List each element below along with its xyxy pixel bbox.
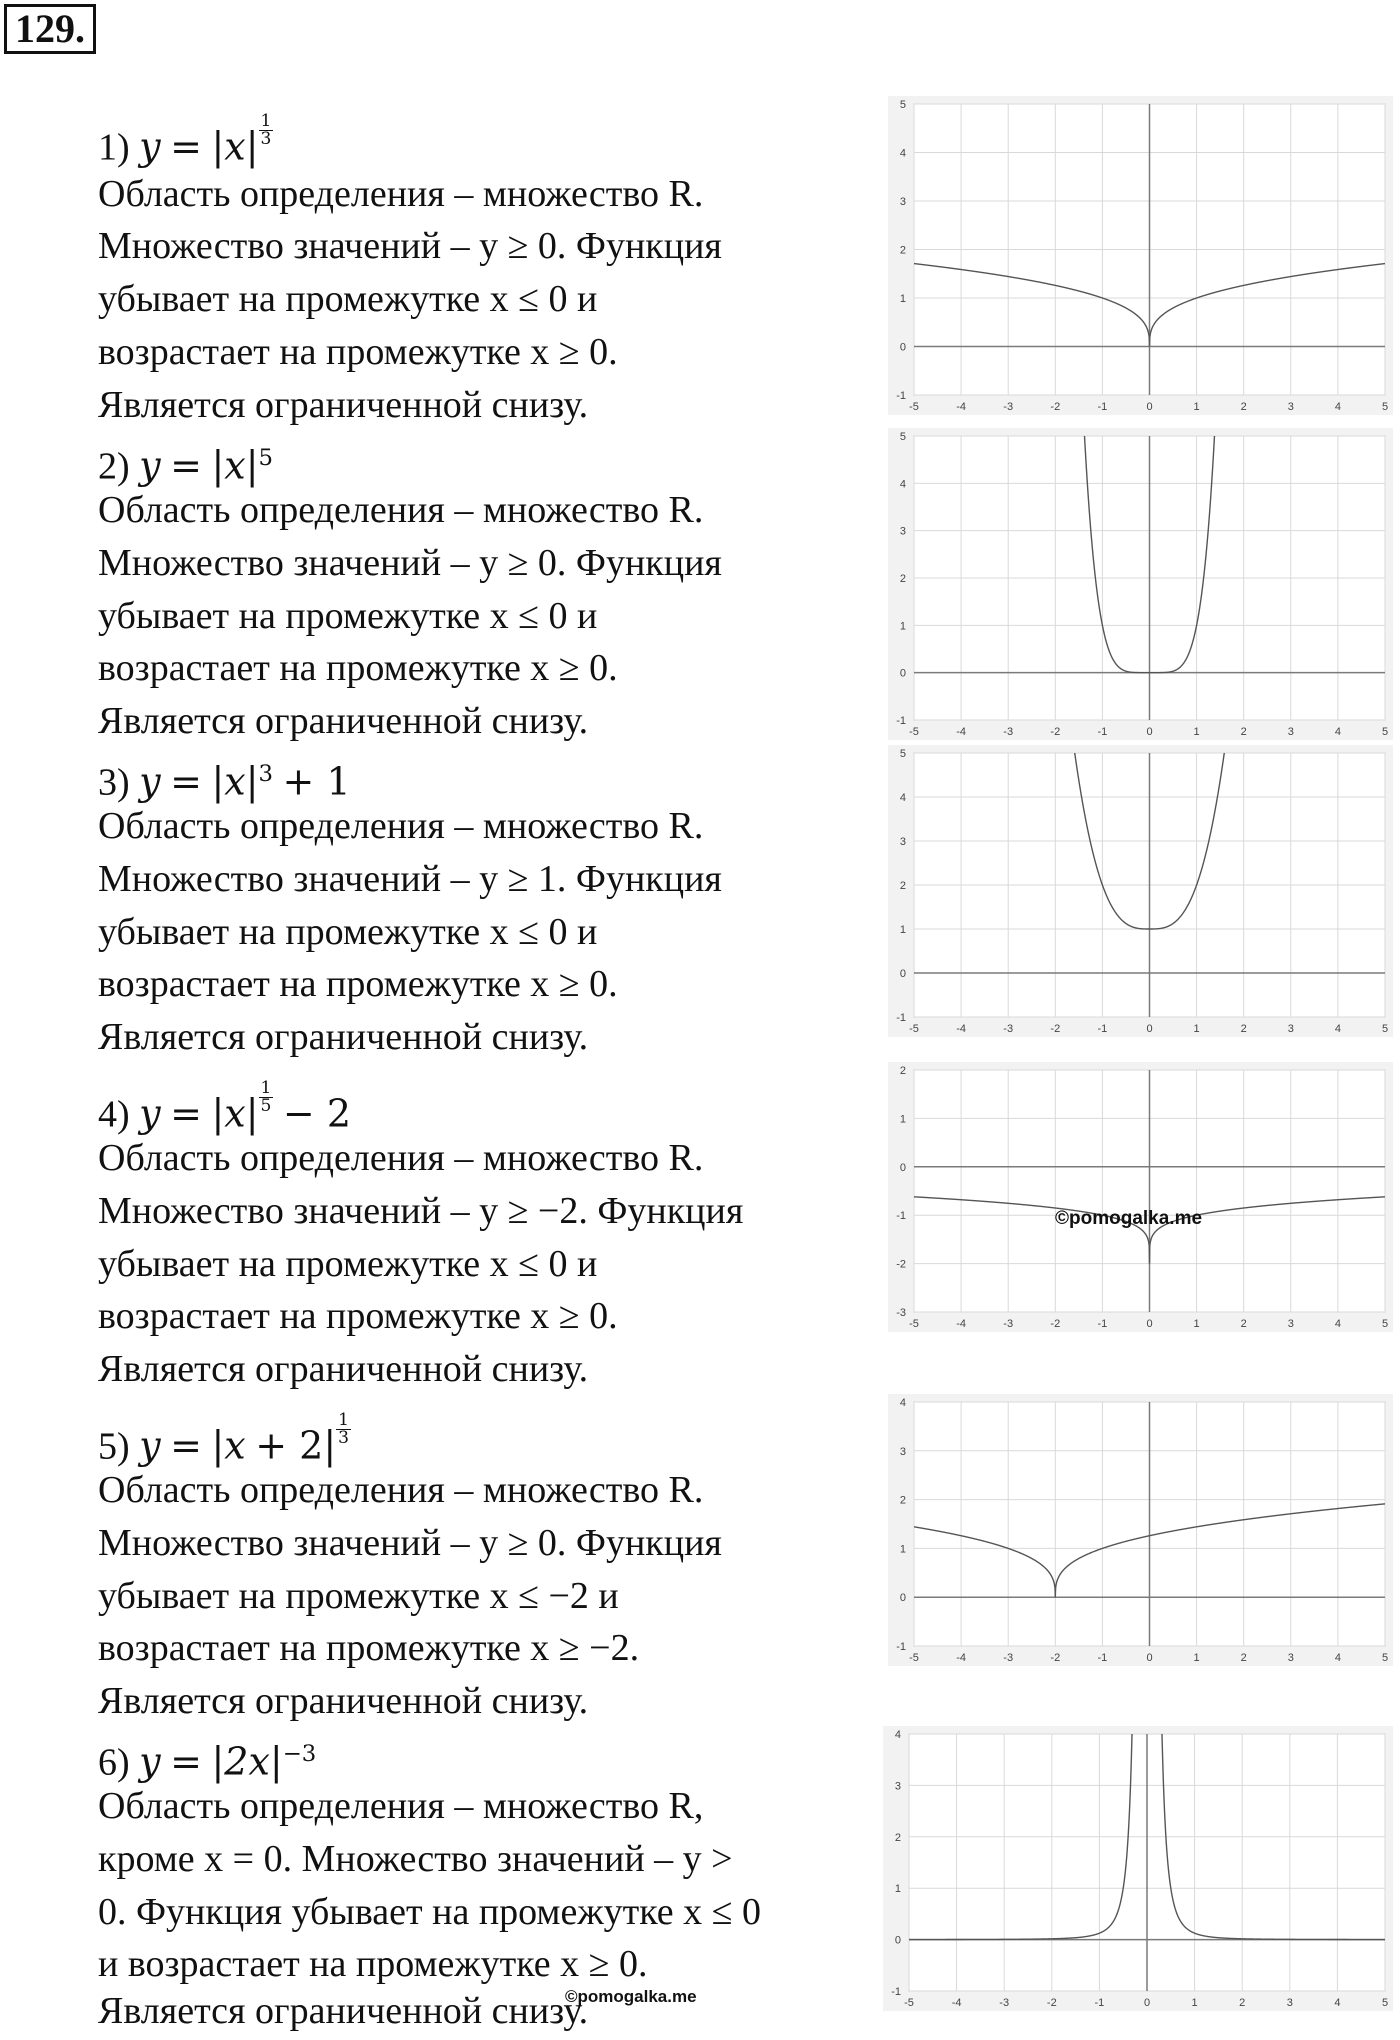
chart-svg (883, 1726, 1393, 2011)
item-5-heading: 5) y = |x + 2| $\frac{1}{3}$ (98, 1410, 350, 1468)
domain-text: Область определения – множество R. (98, 805, 704, 847)
x-tick-label: -1 (1097, 1023, 1108, 1035)
x-tick-label: 3 (1287, 726, 1294, 738)
x-tick-label: 0 (1146, 401, 1153, 413)
y-tick-label: 4 (899, 147, 906, 160)
y-tick-label: 2 (899, 1494, 906, 1507)
chart-svg (888, 96, 1393, 415)
y-tick-label: 3 (899, 525, 906, 538)
y-tick-label: 0 (899, 341, 906, 354)
x-tick-label: 0 (1146, 1652, 1153, 1664)
x-tick-label: 2 (1240, 401, 1247, 413)
x-tick-label: 2 (1239, 1997, 1246, 2009)
x-tick-label: 2 (1240, 726, 1247, 738)
item-6-heading: 6) $y = |2x|^{-3}$ (98, 1739, 317, 1784)
x-tick-label: 3 (1287, 1023, 1294, 1035)
watermark: ©pomogalka.me (1055, 1208, 1203, 1229)
x-tick-label: -1 (1097, 401, 1108, 413)
increasing-text: возрастает на промежутке x ≥ −2. (98, 1627, 640, 1669)
x-tick-label: -3 (1003, 401, 1014, 413)
x-tick-label: -3 (1003, 726, 1014, 738)
x-tick-label: 4 (1334, 1318, 1341, 1330)
x-tick-label: -4 (956, 1023, 966, 1035)
range-text: Множество значений – y ≥ 0. Функция (98, 1522, 722, 1564)
x-tick-label: 0 (1146, 1023, 1153, 1035)
x-tick-label: 3 (1287, 401, 1294, 413)
bounded-text: Является ограниченной снизу. (98, 384, 589, 426)
graph-4 (888, 1062, 1393, 1332)
y-tick-label: 0 (899, 968, 906, 980)
x-tick-label: -4 (956, 726, 966, 738)
x-tick-label: 4 (1334, 726, 1341, 738)
x-tick-label: 4 (1334, 1652, 1341, 1664)
y-tick-label: -3 (896, 1307, 906, 1319)
x-tick-label: 3 (1287, 1652, 1294, 1664)
graph-2 (888, 428, 1393, 740)
x-tick-label: -3 (999, 1997, 1010, 2009)
x-tick-label: -5 (909, 1652, 919, 1664)
domain-range-text: кроме x = 0. Множество значений – y > (98, 1838, 733, 1880)
y-tick-label: -2 (896, 1258, 906, 1271)
increasing-text: возрастает на промежутке x ≥ 0. (98, 1295, 618, 1337)
x-tick-label: -3 (1003, 1652, 1014, 1664)
x-tick-label: 2 (1240, 1318, 1247, 1330)
graph-6 (883, 1726, 1393, 2011)
decreasing-text: убывает на промежутке x ≤ 0 и (98, 278, 598, 320)
watermark: ©pomogalka.me (565, 1987, 697, 2006)
y-tick-label: 1 (899, 924, 906, 936)
x-tick-label: -4 (956, 1652, 966, 1664)
item-2-heading: 2) $y = |x|^5$ (98, 443, 274, 488)
graph-1 (888, 96, 1393, 415)
x-tick-label: -1 (1094, 1997, 1105, 2009)
chart-svg (888, 428, 1393, 740)
y-tick-label: 5 (899, 748, 906, 760)
y-tick-label: 4 (894, 1729, 901, 1741)
graph-3 (888, 745, 1393, 1037)
y-tick-label: 5 (899, 99, 906, 111)
y-tick-label: -1 (896, 1641, 906, 1653)
y-tick-label: -1 (896, 1210, 906, 1223)
y-tick-label: 3 (899, 1445, 906, 1458)
increasing-text: и возрастает на промежутке x ≥ 0. (98, 1943, 648, 1985)
y-tick-label: 0 (899, 1592, 906, 1605)
bounded-text: Является ограниченной снизу. (98, 1348, 589, 1390)
item-3-heading: 3) $y = |x|^3 + 1$ (98, 759, 351, 804)
y-tick-label: 1 (899, 1113, 906, 1126)
x-tick-label: -3 (1003, 1023, 1014, 1035)
bounded-text: Является ограниченной снизу. (98, 1680, 589, 1722)
bounded-text: Является ограниченной снизу. (98, 1016, 589, 1058)
y-tick-label: 2 (899, 244, 906, 257)
x-tick-label: -4 (956, 401, 966, 413)
chart-svg (888, 745, 1393, 1037)
x-tick-label: 1 (1193, 1318, 1200, 1330)
x-tick-label: 1 (1193, 726, 1200, 738)
x-tick-label: -5 (904, 1997, 914, 2009)
x-tick-label: -3 (1003, 1318, 1014, 1330)
y-tick-label: 3 (899, 836, 906, 848)
x-tick-label: -4 (956, 1318, 966, 1330)
x-tick-label: 3 (1287, 1318, 1294, 1330)
y-tick-label: -1 (896, 715, 906, 727)
x-tick-label: -2 (1046, 1997, 1057, 2009)
x-tick-label: 0 (1146, 726, 1153, 738)
increasing-text: возрастает на промежутке x ≥ 0. (98, 331, 618, 373)
y-tick-label: 1 (899, 293, 906, 305)
x-tick-label: 0 (1143, 1997, 1151, 2009)
increasing-text: возрастает на промежутке x ≥ 0. (98, 963, 618, 1005)
graph-5 (888, 1394, 1393, 1666)
x-tick-label: -2 (1050, 1652, 1061, 1664)
y-tick-label: 1 (899, 1543, 906, 1556)
x-tick-label: 4 (1334, 1023, 1341, 1035)
x-tick-label: -2 (1050, 1318, 1061, 1330)
y-tick-label: 4 (899, 792, 906, 804)
domain-text: Область определения – множество R. (98, 489, 704, 531)
bounded-text: Является ограниченной снизу. (98, 700, 589, 742)
x-tick-label: 1 (1193, 401, 1200, 413)
decreasing-text: убывает на промежутке x ≤ 0 и (98, 595, 598, 637)
y-tick-label: 0 (899, 667, 906, 680)
increasing-text: возрастает на промежутке x ≥ 0. (98, 647, 618, 689)
x-tick-label: 2 (1240, 1023, 1247, 1035)
y-tick-label: 1 (899, 620, 906, 633)
x-tick-label: 5 (1381, 401, 1389, 413)
y-tick-label: 2 (899, 1065, 906, 1077)
x-tick-label: -2 (1050, 401, 1061, 413)
range-text: Множество значений – y ≥ 0. Функция (98, 542, 722, 584)
x-tick-label: 0 (1146, 1318, 1153, 1330)
y-tick-label: 4 (899, 1397, 906, 1409)
item-label: 6) (98, 1741, 130, 1784)
item-label: 5) (98, 1425, 130, 1468)
x-tick-label: 5 (1381, 1023, 1389, 1035)
x-tick-label: 4 (1334, 1997, 1341, 2009)
domain-text: Область определения – множество R. (98, 173, 704, 215)
y-tick-label: 0 (899, 1161, 906, 1174)
chart-svg (888, 1062, 1393, 1332)
y-tick-label: 2 (899, 880, 906, 892)
y-tick-label: 3 (899, 196, 906, 208)
x-tick-label: 2 (1240, 1652, 1247, 1664)
range-text: Множество значений – y ≥ −2. Функция (98, 1190, 744, 1232)
item-label: 2) (98, 445, 130, 488)
x-tick-label: -1 (1097, 1652, 1108, 1664)
task-number: 129. (4, 4, 96, 54)
item-4-heading: 4) y = |x| $\frac{1}{5}$ − 2 (98, 1078, 352, 1136)
x-tick-label: -4 (951, 1997, 962, 2009)
x-tick-label: -5 (909, 1023, 919, 1035)
x-tick-label: 1 (1193, 1023, 1200, 1035)
y-tick-label: 4 (899, 478, 906, 491)
y-tick-label: -1 (891, 1986, 901, 1998)
item-label: 1) (98, 126, 130, 169)
x-tick-label: 3 (1286, 1997, 1293, 2009)
range-text: Множество значений – y ≥ 1. Функция (98, 858, 722, 900)
domain-text: Область определения – множество R. (98, 1137, 704, 1179)
x-tick-label: -2 (1050, 726, 1061, 738)
x-tick-label: 1 (1191, 1997, 1198, 2009)
chart-svg (888, 1394, 1393, 1666)
domain-text: Область определения – множество R. (98, 1469, 704, 1511)
decreasing-text: убывает на промежутке x ≤ 0 и (98, 1243, 598, 1285)
item-label: 4) (98, 1093, 130, 1136)
item-1-heading: 1) y = |x| $\frac{1}{3}$ (98, 111, 272, 169)
x-tick-label: -5 (909, 1318, 919, 1330)
x-tick-label: -5 (909, 726, 919, 738)
y-tick-label: -1 (896, 1012, 906, 1024)
y-tick-label: 3 (894, 1780, 901, 1793)
decreasing-text: убывает на промежутке x ≤ 0 и (98, 911, 598, 953)
x-tick-label: -5 (909, 401, 919, 413)
x-tick-label: 5 (1381, 1318, 1389, 1330)
bounded-text: Является ограниченной снизу. (98, 1990, 589, 2032)
x-tick-label: 5 (1381, 726, 1389, 738)
y-tick-label: 2 (899, 573, 906, 585)
decreasing-text: убывает на промежутке x ≤ −2 и (98, 1575, 619, 1617)
x-tick-label: -1 (1097, 1318, 1108, 1330)
y-tick-label: 2 (894, 1831, 901, 1844)
x-tick-label: 1 (1193, 1652, 1200, 1664)
x-tick-label: -1 (1097, 726, 1108, 738)
y-tick-label: -1 (896, 390, 906, 402)
y-tick-label: 5 (899, 431, 906, 443)
decreasing-text: 0. Функция убывает на промежутке x ≤ 0 (98, 1891, 761, 1933)
x-tick-label: 5 (1381, 1997, 1389, 2009)
range-text: Множество значений – y ≥ 0. Функция (98, 225, 722, 267)
x-tick-label: 5 (1381, 1652, 1389, 1664)
domain-text: Область определения – множество R, (98, 1785, 704, 1827)
x-tick-label: 4 (1334, 401, 1341, 413)
item-label: 3) (98, 761, 130, 804)
x-tick-label: -2 (1050, 1023, 1061, 1035)
y-tick-label: 1 (894, 1883, 901, 1896)
y-tick-label: 0 (894, 1934, 901, 1947)
